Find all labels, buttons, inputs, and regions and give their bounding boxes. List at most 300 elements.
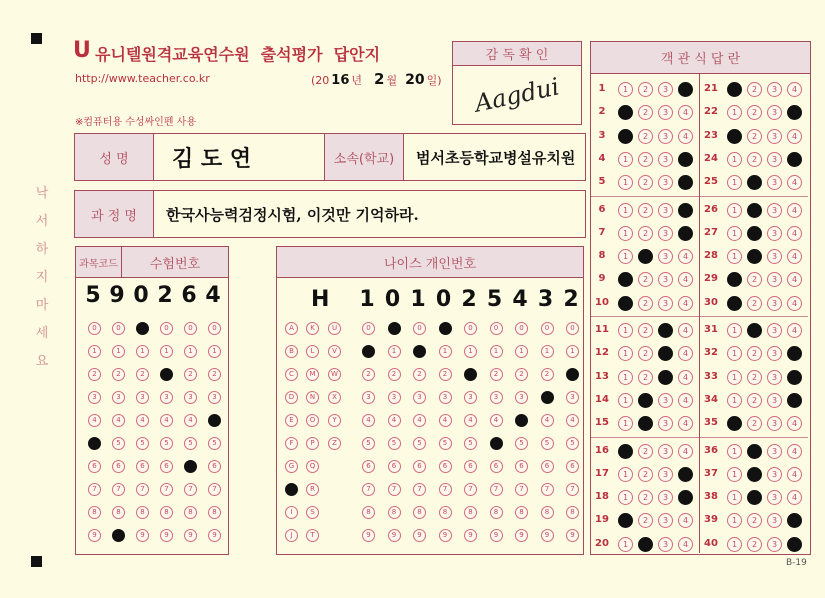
digit-bubble[interactable]: 3 (112, 391, 125, 404)
answer-bubble[interactable]: 3 (767, 346, 782, 361)
answer-bubble[interactable]: 2 (638, 490, 653, 505)
answer-bubble[interactable] (727, 82, 742, 97)
answer-bubble[interactable]: 4 (678, 129, 693, 144)
answer-bubble[interactable]: 4 (787, 175, 802, 190)
answer-bubble[interactable]: 3 (658, 296, 673, 311)
answer-bubble[interactable]: 1 (727, 370, 742, 385)
answer-bubble[interactable] (638, 249, 653, 264)
digit-bubble[interactable]: 7 (541, 483, 554, 496)
answer-bubble[interactable] (727, 129, 742, 144)
answer-bubble[interactable] (618, 513, 633, 528)
answer-bubble[interactable]: 1 (727, 490, 742, 505)
answer-bubble[interactable] (618, 129, 633, 144)
answer-bubble[interactable]: 4 (787, 490, 802, 505)
answer-bubble[interactable]: 4 (678, 370, 693, 385)
answer-bubble[interactable]: 1 (727, 346, 742, 361)
digit-bubble[interactable]: 1 (541, 345, 554, 358)
answer-bubble[interactable]: 4 (787, 129, 802, 144)
answer-bubble[interactable] (787, 346, 802, 361)
letter-bubble[interactable]: L (306, 345, 319, 358)
digit-bubble[interactable] (112, 529, 125, 542)
digit-bubble[interactable]: 9 (88, 529, 101, 542)
digit-bubble[interactable]: 3 (136, 391, 149, 404)
answer-bubble[interactable]: 4 (678, 416, 693, 431)
answer-bubble[interactable]: 3 (767, 272, 782, 287)
answer-bubble[interactable]: 2 (638, 82, 653, 97)
digit-bubble[interactable]: 8 (112, 506, 125, 519)
answer-bubble[interactable]: 3 (658, 105, 673, 120)
letter-bubble[interactable]: Y (328, 414, 341, 427)
answer-bubble[interactable]: 3 (767, 490, 782, 505)
digit-bubble[interactable]: 9 (160, 529, 173, 542)
answer-bubble[interactable]: 3 (658, 249, 673, 264)
digit-bubble[interactable]: 1 (388, 345, 401, 358)
digit-bubble[interactable]: 4 (160, 414, 173, 427)
digit-bubble[interactable]: 0 (208, 322, 221, 335)
answer-bubble[interactable]: 1 (618, 226, 633, 241)
digit-bubble[interactable]: 8 (160, 506, 173, 519)
answer-bubble[interactable]: 3 (767, 393, 782, 408)
answer-bubble[interactable]: 2 (747, 513, 762, 528)
digit-bubble[interactable]: 1 (566, 345, 579, 358)
answer-bubble[interactable]: 3 (767, 537, 782, 552)
answer-bubble[interactable]: 1 (618, 393, 633, 408)
digit-bubble[interactable]: 7 (490, 483, 503, 496)
digit-bubble[interactable]: 4 (136, 414, 149, 427)
digit-bubble[interactable] (566, 368, 579, 381)
answer-bubble[interactable]: 3 (767, 152, 782, 167)
answer-bubble[interactable]: 3 (658, 272, 673, 287)
answer-bubble[interactable]: 4 (787, 467, 802, 482)
answer-bubble[interactable]: 2 (747, 129, 762, 144)
letter-bubble[interactable]: Q (306, 460, 319, 473)
digit-bubble[interactable]: 4 (388, 414, 401, 427)
digit-bubble[interactable]: 3 (413, 391, 426, 404)
digit-bubble[interactable]: 9 (515, 529, 528, 542)
answer-bubble[interactable] (658, 346, 673, 361)
digit-bubble[interactable]: 7 (136, 483, 149, 496)
answer-bubble[interactable]: 3 (658, 537, 673, 552)
answer-bubble[interactable] (618, 296, 633, 311)
digit-bubble[interactable]: 4 (490, 414, 503, 427)
answer-bubble[interactable]: 1 (618, 346, 633, 361)
digit-bubble[interactable] (388, 322, 401, 335)
digit-bubble[interactable]: 2 (439, 368, 452, 381)
digit-bubble[interactable]: 7 (413, 483, 426, 496)
answer-bubble[interactable]: 3 (658, 203, 673, 218)
digit-bubble[interactable]: 6 (515, 460, 528, 473)
letter-bubble[interactable]: F (285, 437, 298, 450)
answer-bubble[interactable]: 2 (638, 272, 653, 287)
answer-bubble[interactable]: 1 (727, 537, 742, 552)
digit-bubble[interactable]: 6 (566, 460, 579, 473)
answer-bubble[interactable] (787, 393, 802, 408)
letter-bubble[interactable]: J (285, 529, 298, 542)
answer-bubble[interactable]: 2 (747, 346, 762, 361)
answer-bubble[interactable] (678, 226, 693, 241)
answer-bubble[interactable]: 4 (678, 537, 693, 552)
digit-bubble[interactable] (439, 322, 452, 335)
digit-bubble[interactable]: 9 (464, 529, 477, 542)
answer-bubble[interactable] (618, 444, 633, 459)
digit-bubble[interactable]: 8 (566, 506, 579, 519)
answer-bubble[interactable]: 4 (678, 105, 693, 120)
digit-bubble[interactable]: 8 (515, 506, 528, 519)
digit-bubble[interactable]: 1 (208, 345, 221, 358)
answer-bubble[interactable]: 1 (727, 444, 742, 459)
letter-bubble[interactable]: C (285, 368, 298, 381)
answer-bubble[interactable]: 3 (658, 152, 673, 167)
answer-bubble[interactable] (678, 175, 693, 190)
digit-bubble[interactable]: 6 (464, 460, 477, 473)
answer-bubble[interactable]: 4 (678, 296, 693, 311)
answer-bubble[interactable]: 4 (678, 513, 693, 528)
answer-bubble[interactable] (618, 105, 633, 120)
answer-bubble[interactable]: 1 (727, 393, 742, 408)
answer-bubble[interactable]: 3 (767, 82, 782, 97)
digit-bubble[interactable]: 3 (490, 391, 503, 404)
answer-bubble[interactable] (747, 203, 762, 218)
digit-bubble[interactable]: 9 (490, 529, 503, 542)
digit-bubble[interactable] (88, 437, 101, 450)
digit-bubble[interactable]: 2 (541, 368, 554, 381)
digit-bubble[interactable]: 2 (88, 368, 101, 381)
answer-bubble[interactable] (747, 444, 762, 459)
digit-bubble[interactable]: 8 (464, 506, 477, 519)
digit-bubble[interactable]: 6 (413, 460, 426, 473)
digit-bubble[interactable]: 0 (413, 322, 426, 335)
digit-bubble[interactable]: 5 (362, 437, 375, 450)
letter-bubble[interactable]: S (306, 506, 319, 519)
letter-bubble[interactable]: E (285, 414, 298, 427)
answer-bubble[interactable]: 1 (618, 416, 633, 431)
letter-bubble[interactable]: D (285, 391, 298, 404)
digit-bubble[interactable] (490, 437, 503, 450)
digit-bubble[interactable]: 5 (112, 437, 125, 450)
digit-bubble[interactable]: 1 (88, 345, 101, 358)
answer-bubble[interactable]: 2 (747, 393, 762, 408)
letter-bubble[interactable]: W (328, 368, 341, 381)
digit-bubble[interactable]: 5 (388, 437, 401, 450)
letter-bubble[interactable]: N (306, 391, 319, 404)
digit-bubble[interactable]: 7 (566, 483, 579, 496)
answer-bubble[interactable] (787, 537, 802, 552)
answer-bubble[interactable]: 2 (747, 416, 762, 431)
answer-bubble[interactable]: 3 (767, 203, 782, 218)
answer-bubble[interactable] (787, 370, 802, 385)
answer-bubble[interactable]: 2 (747, 370, 762, 385)
digit-bubble[interactable]: 2 (112, 368, 125, 381)
digit-bubble[interactable]: 2 (362, 368, 375, 381)
digit-bubble[interactable]: 6 (388, 460, 401, 473)
answer-bubble[interactable]: 1 (618, 490, 633, 505)
answer-bubble[interactable]: 3 (767, 323, 782, 338)
answer-bubble[interactable]: 4 (787, 296, 802, 311)
letter-bubble[interactable] (285, 483, 298, 496)
answer-bubble[interactable]: 2 (638, 226, 653, 241)
digit-bubble[interactable]: 2 (184, 368, 197, 381)
digit-bubble[interactable] (184, 460, 197, 473)
answer-bubble[interactable]: 4 (678, 272, 693, 287)
answer-bubble[interactable]: 1 (618, 467, 633, 482)
answer-bubble[interactable]: 1 (727, 249, 742, 264)
answer-bubble[interactable] (678, 152, 693, 167)
answer-bubble[interactable]: 3 (658, 513, 673, 528)
digit-bubble[interactable]: 6 (136, 460, 149, 473)
digit-bubble[interactable]: 3 (566, 391, 579, 404)
answer-bubble[interactable]: 1 (727, 513, 742, 528)
digit-bubble[interactable]: 4 (566, 414, 579, 427)
answer-bubble[interactable]: 2 (638, 323, 653, 338)
answer-bubble[interactable]: 3 (767, 226, 782, 241)
answer-bubble[interactable]: 4 (678, 444, 693, 459)
digit-bubble[interactable] (541, 391, 554, 404)
digit-bubble[interactable]: 7 (184, 483, 197, 496)
digit-bubble[interactable]: 3 (464, 391, 477, 404)
answer-bubble[interactable] (638, 537, 653, 552)
answer-bubble[interactable]: 4 (787, 82, 802, 97)
digit-bubble[interactable]: 4 (464, 414, 477, 427)
digit-bubble[interactable]: 6 (88, 460, 101, 473)
digit-bubble[interactable]: 5 (160, 437, 173, 450)
letter-bubble[interactable]: O (306, 414, 319, 427)
answer-bubble[interactable]: 4 (787, 272, 802, 287)
answer-bubble[interactable]: 2 (747, 82, 762, 97)
digit-bubble[interactable]: 6 (490, 460, 503, 473)
answer-bubble[interactable]: 2 (638, 467, 653, 482)
digit-bubble[interactable]: 7 (388, 483, 401, 496)
digit-bubble[interactable]: 1 (515, 345, 528, 358)
digit-bubble[interactable]: 0 (541, 322, 554, 335)
digit-bubble[interactable]: 1 (112, 345, 125, 358)
answer-bubble[interactable]: 3 (767, 129, 782, 144)
digit-bubble[interactable]: 9 (541, 529, 554, 542)
digit-bubble[interactable]: 7 (515, 483, 528, 496)
digit-bubble[interactable]: 9 (362, 529, 375, 542)
answer-bubble[interactable]: 4 (678, 323, 693, 338)
digit-bubble[interactable]: 9 (413, 529, 426, 542)
digit-bubble[interactable]: 4 (112, 414, 125, 427)
answer-bubble[interactable] (747, 467, 762, 482)
answer-bubble[interactable] (747, 226, 762, 241)
answer-bubble[interactable]: 3 (767, 370, 782, 385)
letter-bubble[interactable]: X (328, 391, 341, 404)
digit-bubble[interactable]: 1 (439, 345, 452, 358)
digit-bubble[interactable]: 0 (515, 322, 528, 335)
answer-bubble[interactable] (747, 175, 762, 190)
digit-bubble[interactable]: 2 (388, 368, 401, 381)
digit-bubble[interactable]: 6 (208, 460, 221, 473)
digit-bubble[interactable]: 9 (388, 529, 401, 542)
digit-bubble[interactable]: 6 (439, 460, 452, 473)
digit-bubble[interactable]: 4 (541, 414, 554, 427)
digit-bubble[interactable]: 7 (464, 483, 477, 496)
digit-bubble[interactable]: 6 (160, 460, 173, 473)
digit-bubble[interactable]: 9 (439, 529, 452, 542)
digit-bubble[interactable]: 6 (362, 460, 375, 473)
answer-bubble[interactable] (678, 490, 693, 505)
digit-bubble[interactable]: 4 (184, 414, 197, 427)
digit-bubble[interactable]: 0 (112, 322, 125, 335)
answer-bubble[interactable] (787, 105, 802, 120)
answer-bubble[interactable]: 2 (638, 129, 653, 144)
answer-bubble[interactable]: 2 (638, 444, 653, 459)
digit-bubble[interactable]: 4 (362, 414, 375, 427)
digit-bubble[interactable]: 5 (413, 437, 426, 450)
answer-bubble[interactable]: 3 (767, 467, 782, 482)
answer-bubble[interactable]: 2 (638, 152, 653, 167)
digit-bubble[interactable]: 8 (88, 506, 101, 519)
digit-bubble[interactable] (464, 368, 477, 381)
answer-bubble[interactable]: 4 (787, 323, 802, 338)
digit-bubble[interactable]: 1 (490, 345, 503, 358)
digit-bubble[interactable]: 5 (566, 437, 579, 450)
digit-bubble[interactable] (136, 322, 149, 335)
digit-bubble[interactable]: 3 (208, 391, 221, 404)
answer-bubble[interactable]: 1 (618, 152, 633, 167)
digit-bubble[interactable]: 0 (464, 322, 477, 335)
answer-bubble[interactable] (727, 416, 742, 431)
digit-bubble[interactable]: 3 (515, 391, 528, 404)
answer-bubble[interactable]: 1 (727, 105, 742, 120)
letter-bubble[interactable]: M (306, 368, 319, 381)
answer-bubble[interactable] (678, 82, 693, 97)
digit-bubble[interactable]: 7 (439, 483, 452, 496)
digit-bubble[interactable]: 0 (160, 322, 173, 335)
digit-bubble[interactable]: 0 (566, 322, 579, 335)
letter-bubble[interactable]: K (306, 322, 319, 335)
answer-bubble[interactable] (678, 203, 693, 218)
answer-bubble[interactable]: 3 (658, 175, 673, 190)
digit-bubble[interactable]: 9 (136, 529, 149, 542)
answer-bubble[interactable] (787, 513, 802, 528)
answer-bubble[interactable]: 3 (767, 416, 782, 431)
answer-bubble[interactable]: 1 (727, 203, 742, 218)
answer-bubble[interactable] (658, 370, 673, 385)
digit-bubble[interactable]: 8 (362, 506, 375, 519)
digit-bubble[interactable]: 7 (208, 483, 221, 496)
digit-bubble[interactable]: 7 (160, 483, 173, 496)
answer-bubble[interactable]: 3 (658, 490, 673, 505)
letter-bubble[interactable]: A (285, 322, 298, 335)
answer-bubble[interactable]: 3 (658, 467, 673, 482)
digit-bubble[interactable]: 6 (541, 460, 554, 473)
answer-bubble[interactable]: 4 (787, 249, 802, 264)
answer-bubble[interactable] (678, 467, 693, 482)
answer-bubble[interactable]: 1 (727, 323, 742, 338)
answer-bubble[interactable]: 1 (618, 203, 633, 218)
answer-bubble[interactable]: 2 (638, 370, 653, 385)
digit-bubble[interactable]: 9 (566, 529, 579, 542)
letter-bubble[interactable]: G (285, 460, 298, 473)
digit-bubble[interactable]: 3 (362, 391, 375, 404)
answer-bubble[interactable] (618, 272, 633, 287)
digit-bubble[interactable]: 1 (184, 345, 197, 358)
answer-bubble[interactable]: 3 (767, 105, 782, 120)
answer-bubble[interactable]: 4 (678, 249, 693, 264)
answer-bubble[interactable]: 3 (767, 444, 782, 459)
answer-bubble[interactable]: 1 (727, 467, 742, 482)
answer-bubble[interactable] (658, 323, 673, 338)
digit-bubble[interactable]: 1 (464, 345, 477, 358)
digit-bubble[interactable] (515, 414, 528, 427)
digit-bubble[interactable] (362, 345, 375, 358)
answer-bubble[interactable]: 3 (658, 393, 673, 408)
answer-bubble[interactable]: 3 (767, 175, 782, 190)
letter-bubble[interactable]: R (306, 483, 319, 496)
digit-bubble[interactable]: 4 (88, 414, 101, 427)
digit-bubble[interactable]: 5 (208, 437, 221, 450)
answer-bubble[interactable]: 4 (678, 346, 693, 361)
answer-bubble[interactable]: 4 (787, 444, 802, 459)
answer-bubble[interactable]: 1 (618, 82, 633, 97)
answer-bubble[interactable]: 4 (787, 226, 802, 241)
answer-bubble[interactable]: 3 (767, 513, 782, 528)
digit-bubble[interactable]: 8 (184, 506, 197, 519)
answer-bubble[interactable]: 2 (638, 346, 653, 361)
digit-bubble[interactable]: 8 (490, 506, 503, 519)
digit-bubble[interactable]: 8 (413, 506, 426, 519)
answer-bubble[interactable]: 2 (638, 105, 653, 120)
digit-bubble[interactable]: 5 (439, 437, 452, 450)
answer-bubble[interactable]: 1 (618, 537, 633, 552)
answer-bubble[interactable]: 1 (618, 370, 633, 385)
letter-bubble[interactable]: T (306, 529, 319, 542)
digit-bubble[interactable]: 3 (439, 391, 452, 404)
digit-bubble[interactable]: 0 (88, 322, 101, 335)
letter-bubble[interactable]: Z (328, 437, 341, 450)
letter-bubble[interactable]: B (285, 345, 298, 358)
digit-bubble[interactable]: 5 (184, 437, 197, 450)
answer-bubble[interactable]: 2 (747, 537, 762, 552)
answer-bubble[interactable]: 3 (658, 226, 673, 241)
digit-bubble[interactable]: 5 (464, 437, 477, 450)
answer-bubble[interactable]: 1 (618, 249, 633, 264)
digit-bubble[interactable]: 3 (160, 391, 173, 404)
letter-bubble[interactable]: P (306, 437, 319, 450)
digit-bubble[interactable]: 8 (439, 506, 452, 519)
digit-bubble[interactable]: 4 (413, 414, 426, 427)
digit-bubble[interactable]: 2 (136, 368, 149, 381)
digit-bubble[interactable]: 3 (184, 391, 197, 404)
answer-bubble[interactable]: 3 (658, 416, 673, 431)
answer-bubble[interactable]: 2 (638, 203, 653, 218)
answer-bubble[interactable]: 2 (747, 296, 762, 311)
digit-bubble[interactable] (160, 368, 173, 381)
digit-bubble[interactable]: 0 (490, 322, 503, 335)
digit-bubble[interactable]: 8 (136, 506, 149, 519)
answer-bubble[interactable]: 1 (727, 175, 742, 190)
digit-bubble[interactable]: 0 (184, 322, 197, 335)
digit-bubble[interactable]: 2 (208, 368, 221, 381)
answer-bubble[interactable]: 3 (767, 249, 782, 264)
answer-bubble[interactable]: 3 (658, 82, 673, 97)
digit-bubble[interactable]: 6 (112, 460, 125, 473)
answer-bubble[interactable]: 2 (638, 175, 653, 190)
answer-bubble[interactable]: 1 (727, 226, 742, 241)
answer-bubble[interactable] (747, 323, 762, 338)
digit-bubble[interactable]: 8 (388, 506, 401, 519)
digit-bubble[interactable]: 5 (136, 437, 149, 450)
letter-bubble[interactable]: U (328, 322, 341, 335)
digit-bubble[interactable]: 0 (362, 322, 375, 335)
answer-bubble[interactable] (747, 490, 762, 505)
digit-bubble[interactable]: 3 (388, 391, 401, 404)
digit-bubble[interactable]: 5 (515, 437, 528, 450)
answer-bubble[interactable]: 1 (618, 175, 633, 190)
answer-bubble[interactable]: 2 (747, 105, 762, 120)
letter-bubble[interactable]: V (328, 345, 341, 358)
